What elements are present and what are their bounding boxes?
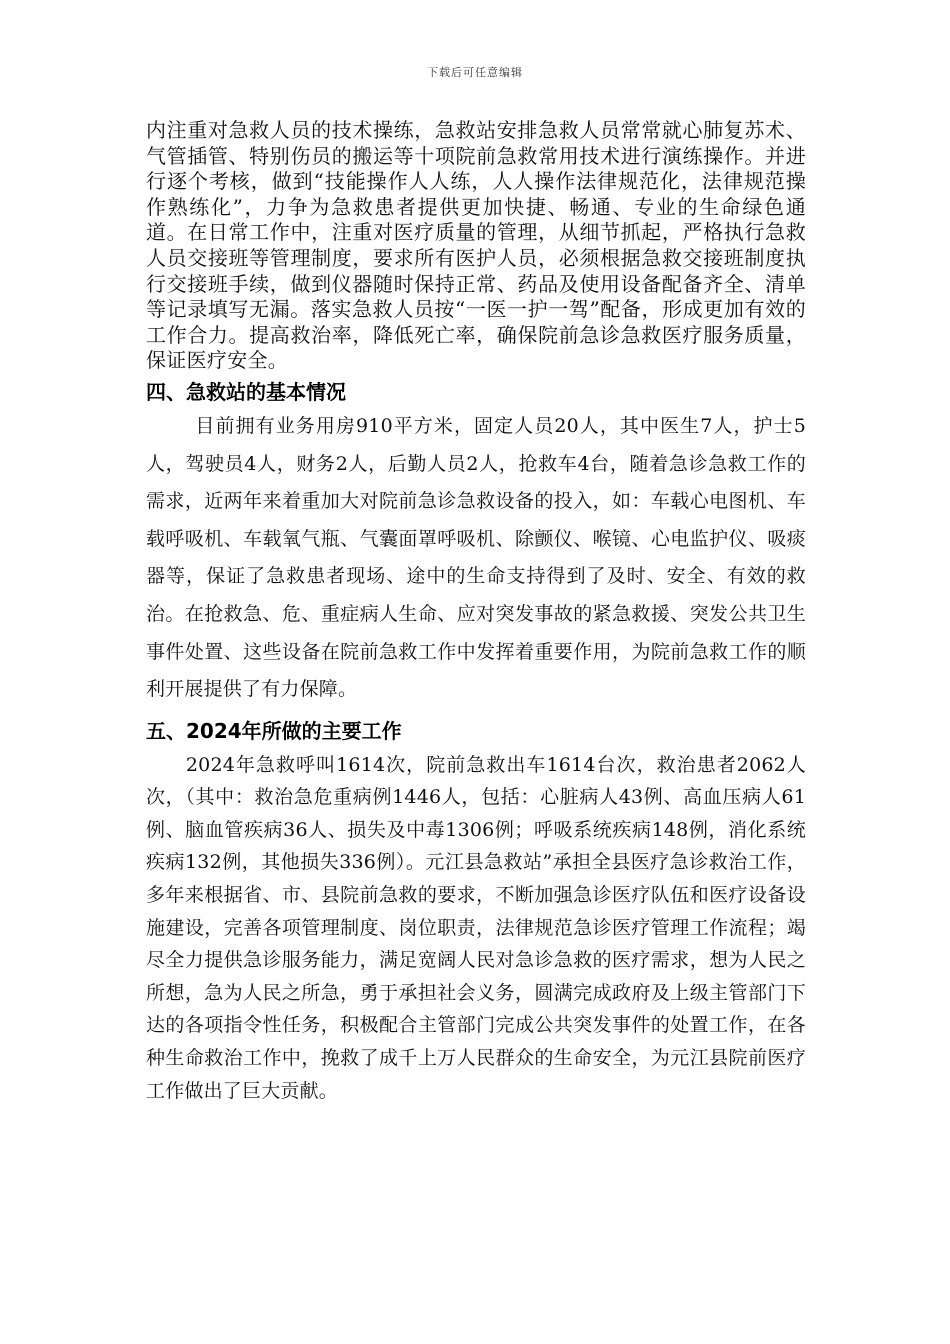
page-header: 下载后可任意编辑 xyxy=(427,66,523,79)
paragraph-intro: 内注重对急救人员的技术操练，急救站安排急救人员常常就心肺复苏术、气管插管、特别伤员的搬运等十项院前急救常用技术进行演练操作。并进行逐个考核，做到“技能操作人人练，人人操作法律规范化，法律规范操作熟练化”，力争为急救患者提供更加快捷、畅通、专业的生命绿色通道。在日常工作中，注重对医疗质量的管理，从细节抓起，严格执行急救人员交接班等管理制度，要求所有医护人员，必须根据急救交接班制度执行交接班手续，做到仪器随时保持正常、药品及使用设备配备齐全、清单等记录填写无漏。落实急救人员按“一医一护一驾”配备，形成更加有效的工作合力。提高救治率，降低死亡率，确保院前急诊急救医疗服务质量，保证医疗安全。 xyxy=(146,118,806,373)
section-heading-5: 五、2024年所做的主要工作 xyxy=(146,718,402,743)
paragraph-main-work: 2024年急救呼叫1614次，院前急救出车1614台次，救治患者2062人次，（其中：救治急危重病例1446人，包括：心脏病人43例、高血压病人61例、脑血管疾病36人、损失及中毒1306例；呼吸系统疾病148例，消化系统疾病132例，其他损失336例）。元江县急救站”承担全县医疗急诊救治工作，多年来根据省、市、县院前急救的要求，不断加强急诊医疗队伍和医疗设备设施建设，完善各项管理制度、岗位职责，法律规范急诊医疗管理工作流程；竭尽全力提供急诊服务能力，满足宽阔人民对急诊急救的医疗需求，想为人民之所想，急为人民之所急，勇于承担社会义务，圆满完成政府及上级主管部门下达的各项指令性任务，积极配合主管部门完成公共突发事件的处置工作，在各种生命救治工作中，挽救了成千上万人民群众的生命安全，为元江县院前医疗工作做出了巨大贡献。 xyxy=(146,753,806,1102)
paragraph-basic-situation: 目前拥有业务用房910平方米，固定人员20人，其中医生7人，护士5人，驾驶员4人，财务2人，后勤人员2人，抢救车4台，随着急诊急救工作的需求，近两年来着重加大对院前急诊急救设备的投入，如：车载心电图机、车载呼吸机、车载氧气瓶、气囊面罩呼吸机、除颤仪、喉镜、心电监护仪、吸痰器等，保证了急救患者现场、途中的生命支持得到了及时、安全、有效的救治。在抢救急、危、重症病人生命、应对突发事故的紧急救援、突发公共卫生事件处置、这些设备在院前急救工作中发挥着重要作用，为院前急救工作的顺利开展提供了有力保障。 xyxy=(146,414,806,701)
section-heading-4: 四、急救站的基本情况 xyxy=(146,379,346,404)
document-body xyxy=(146,118,806,1107)
